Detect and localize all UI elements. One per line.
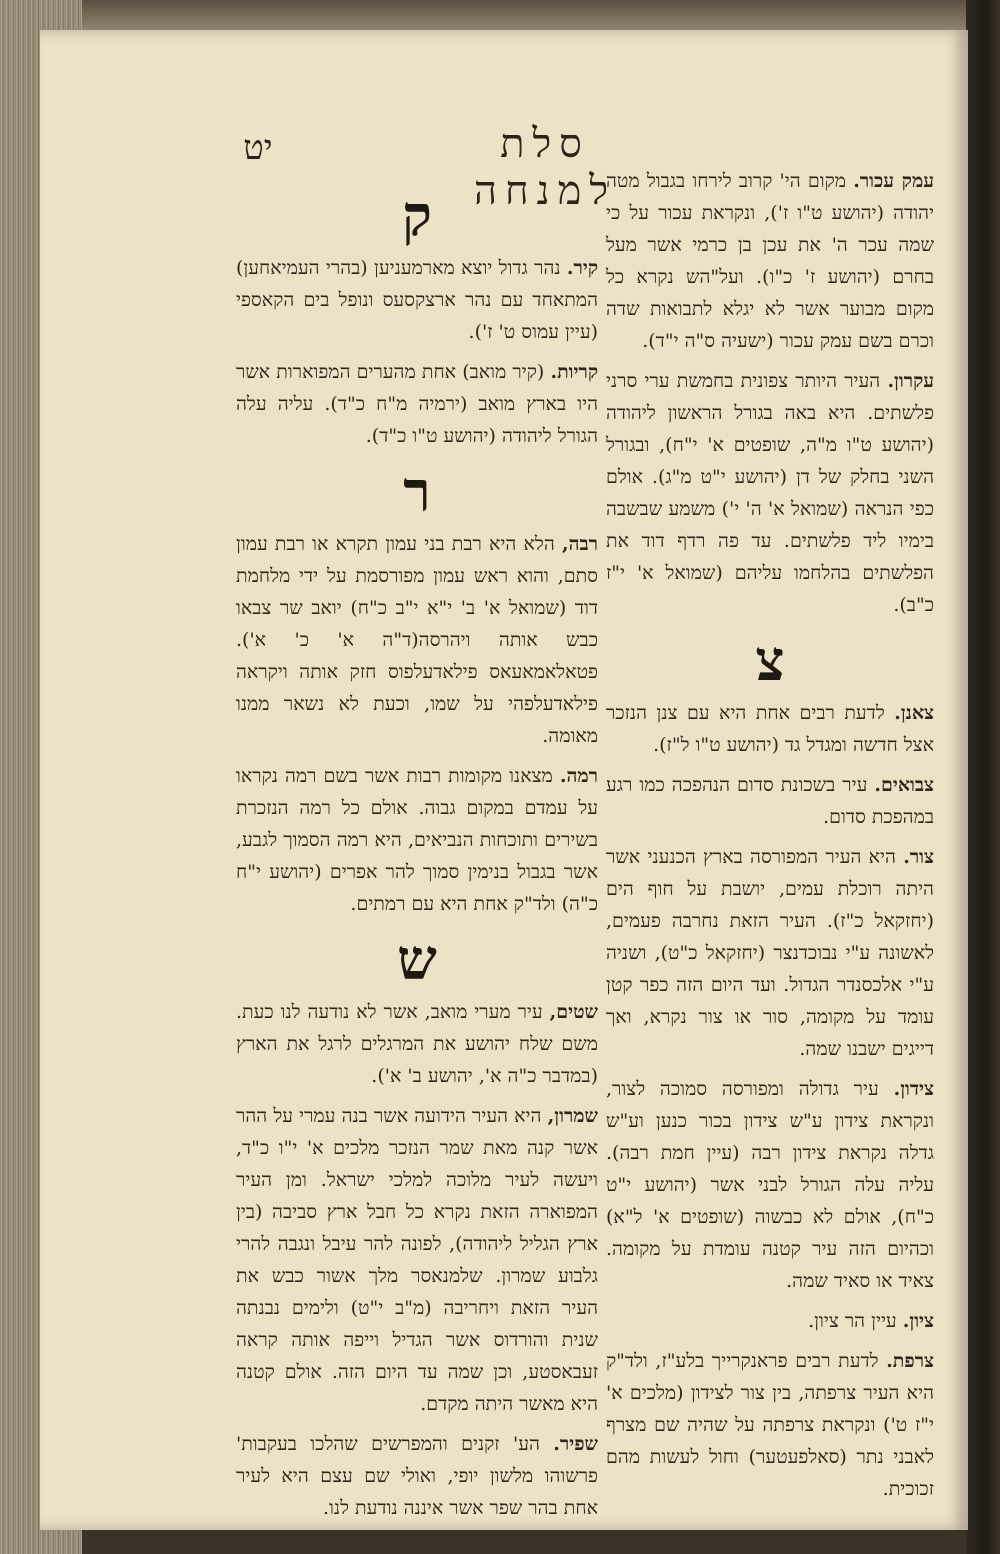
- entry: שמרון, היא העיר הידועה אשר בנה עמרי על ההר אשר קנה מאת שמר הנזכר מלכים א' י"ו כ"ד, ויעשה לעיר מלוכה למלכי ישראל. ומן העיר המפוארה הזאת נקרא כל חבל ארץ סביבה (בין ארץ הגליל ליהודה), לפונה להר עיבל ונגבה להרי גלבוע שמרון. שלמנאסר מלך אשור כבש את העיר הזאת ויחריבה (מ"ב י"ט) ולימים נבנתה שנית והורדוס אשר הגדיל וייפה אותה קראה זעבאסטע, וכן שמה עד היום הזה. אולם קטנה היא מאשר היתה מקדם.: [236, 1105, 598, 1415]
- entry: קיר. נהר גדול יוצא מארמעניען (בהרי העמיאחען) המתאחד עם נהר ארצקסעס ונופל בים הקאספי (עיין עמוס ט' ז').: [236, 257, 598, 343]
- book-page: [40, 30, 968, 1530]
- entry: רמה. מצאנו מקומות רבות אשר בשם רמה נקראו על עמדם במקום גבוה. אולם כל רמה הנזכרת בשירים ותוכחות הנביאים, היא רמה הסמוך לגבע, אשר בגבול בנימין סמוך להר אפרים (יהושע י"ח כ"ה) ולד"ק אחת היא עם רמתים.: [236, 765, 598, 915]
- section-letter-qof: ק: [402, 183, 432, 249]
- entry: רבה, הלא היא רבת בני עמון תקרא או רבת עמון סתם, והוא ראש עמון מפורסמת על ידי מלחמת דוד (שמואל א' ב' י"א י"ב כ"ח) יואב שר צבאו כבש אותה ויהרסה(ד"ה א' כ' א'). פטאלאמאעאס פילאדעלפוס חזק אותה ויקראה פילאדעלפהי על שמו, וכעת לא נשאר ממנו מאומה.: [236, 533, 598, 747]
- section-letter-tsadi: צ: [755, 628, 785, 694]
- entry: ציון. עיין הר ציון.: [808, 1310, 934, 1332]
- right-column: [606, 165, 934, 1513]
- entry: צור. היא העיר המפורסה בארץ הכנעני אשר היתה רוכלת עמים, יושבת על חוף הים (יחזקאל כ"ז). העיר הזאת נחרבה פעמים, לאשונה ע"י נבוכדנצר (יחזקאל כ"ט), ושניה ע"י אלכסנדר הגדול. ועד היום הזה כפר קטן עומד על מקומה, סור או צור נקרא, ואך דייגים ישבנו שמה.: [606, 846, 934, 1060]
- entry: צאנן. לדעת רבים אחת היא עם צנן הנזכר אצל חדשה ומגדל גד (יהושע ט"ו ל"ז).: [606, 702, 934, 756]
- entry: קריות. (קיר מואב) אחת מהערים המפוארות אשר היו בארץ מואב (ירמיה מ"ח כ"ד). עליה עלה הגורל ליהודה (יהושע ט"ו כ"ד).: [236, 361, 598, 447]
- entry: שטים, עיר מערי מואב, אשר לא נודעה לנו כעת. משם שלח יהושע את המרגלים לרגל את הארץ (במדבר כ"ה א', יהושע ב' א').: [236, 1001, 598, 1087]
- book-spine: [966, 0, 1000, 1554]
- left-column: [236, 178, 598, 1530]
- entry: צרפת. לדעת רבים פראנקרייך בלע"ז, ולד"ק היא העיר צרפתה, בין צור לצידון (מלכים א' י"ז ט') ונקראת צרפתה על שהיה שם מצרף לאבני נתר (סאלפעטער) וחול לעשות מהם זכוכית.: [606, 1350, 935, 1500]
- entry: עקרון. העיר היותר צפונית בחמשת ערי סרני פלשתים. היא באה בגורל הראשון ליהודה (יהושע ט"ו מ"ה, שופטים א' י"ח), ובגורל השני בחלק של דן (יהושע י"ט מ"ג). אולם כפי הנראה (שמואל א' ה' י') משמע שבשבה בימיו ליד פלשתים. עד פה רדף דוד את הפלשתים בהלחמו עליהם (שמואל א' י"ז כ"ב).: [606, 370, 935, 616]
- entry: צבואים. עיר בשכונת סדום הנהפכה כמו רגע במהפכת סדום.: [606, 774, 934, 828]
- page-number: יט: [243, 128, 273, 168]
- entry: צידון. עיר גדולה ומפורסה סמוכה לצור, ונקראת צידון ע"ש צידון בכור כנען וע"ש גדלה נקראת צידון רבה (עיין חמת רבה). עליה עלה הגורל לבני אשר (יהושע י"ט כ"ח), אולם לא כבשוה (שופטים א' ל"א) וכהיום הזה עיר קטנה עומדת על מקומה. צאיד או סאיד שמה.: [606, 1078, 934, 1292]
- section-letter-resh: ר: [403, 459, 431, 525]
- entry: עמק עכור. מקום הי' קרוב לירחו בגבול מטה יהודה (יהושע ט"ו ז'), ונקראת עכור על כי שמה עכר ה' את עכן בן כרמי אשר מעל בחרם (יהושע ז' כ"ו). ועל"הש נקרא כל מקום מבוער אשר לא יגלא לתבואות שדה וכרם בשם עמק עכור (ישעיה ס"ה י"ד).: [606, 170, 934, 352]
- section-letter-shin: ש: [397, 927, 437, 993]
- running-title: סלת למנחה: [473, 121, 617, 214]
- entry: שפיר. הע' זקנים והמפרשים שהלכו בעקבות' פרשוהו מלשון יופי, ואולי שם עצם היא לעיר אחת בהר שפר אשר איננה נודעת לנו.: [236, 1433, 598, 1519]
